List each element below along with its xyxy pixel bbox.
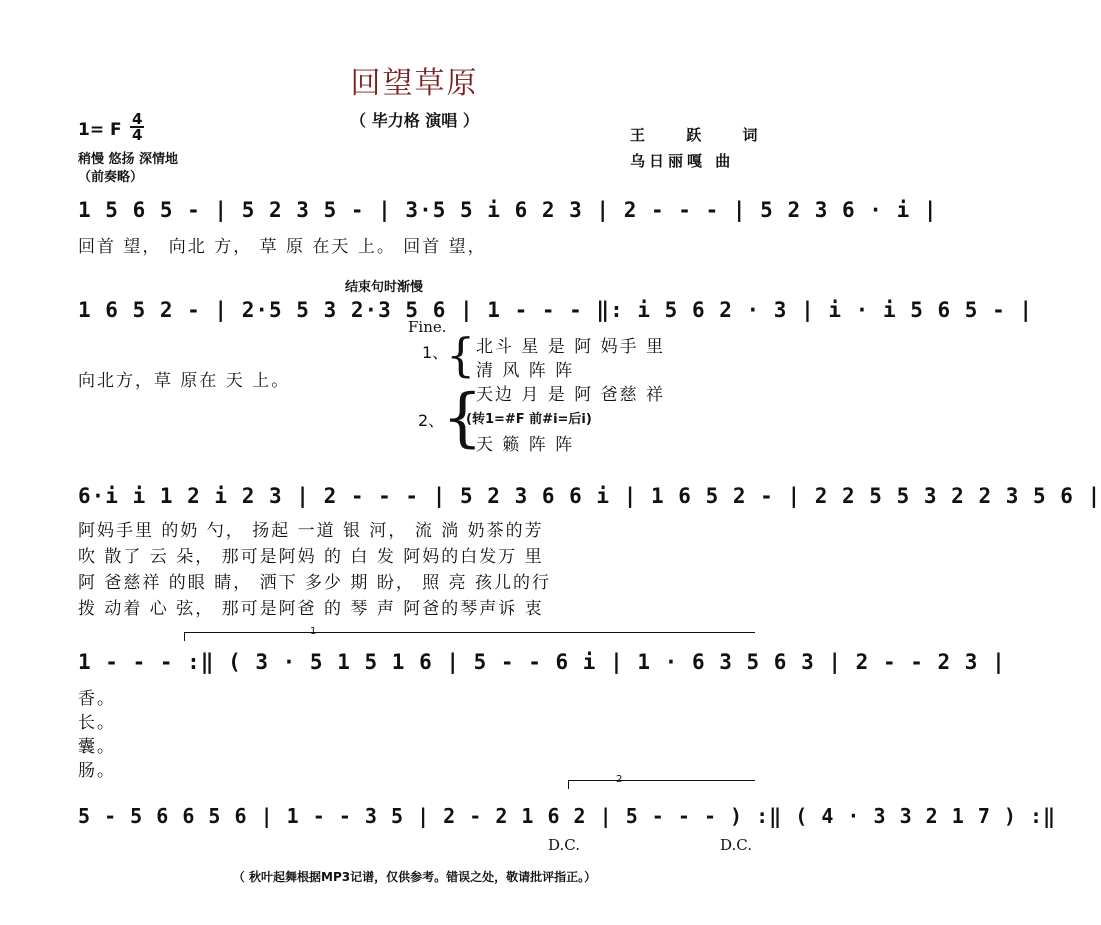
volta-2-label: 2 (616, 774, 623, 785)
prelude-note: （前奏略） (78, 170, 144, 185)
end-word-2: 长。 (78, 713, 116, 733)
verse-2-label: 2、 (418, 411, 445, 430)
lyrics-row-3-verse-4: 拨 动着 心 弦， 那可是阿爸 的 琴 声 阿爸的琴声诉 衷 (78, 599, 544, 619)
end-word-1: 香。 (78, 689, 116, 709)
tempo-marking: 稍慢 悠扬 深情地 (78, 152, 179, 167)
ending-instruction: 结束句时渐慢 (345, 280, 424, 295)
key-change-note: (转1=#F 前#i=后i) (466, 412, 592, 427)
lyrics-row-3-verse-3: 阿 爸慈祥 的眼 睛， 洒下 多少 期 盼， 照 亮 孩儿的行 (78, 573, 552, 593)
notation-row-4: 1 - - - :‖ ( 3 · 5 1 5 1 6 | 5 - - 6 i | 1 · 6 3 5 6 3 | 2 - - 2 3 | (78, 650, 1006, 674)
key-signature: 1= F (78, 120, 122, 140)
dc-marking-2: D.C. (720, 836, 752, 854)
verse-2-brace: { (442, 381, 483, 455)
verse-1-line-1: 北斗 星 是 阿 妈手 里 (476, 337, 666, 357)
dc-marking-1: D.C. (548, 836, 580, 854)
song-title: 回望草原 (350, 66, 479, 101)
notation-row-2: 1 6 5 2 - | 2·5 5 3 2·3 5 6 | 1 - - - ‖: i 5 6 2 · 3 | i · i 5 6 5 - | (78, 298, 1034, 322)
lyrics-row-3-verse-2: 吹 散了 云 朵， 那可是阿妈 的 白 发 阿妈的白发万 里 (78, 547, 544, 567)
time-signature: 4 4 (132, 110, 143, 144)
lyrics-row-1: 回首 望， 向北 方， 草 原 在天 上。 回首 望， (78, 237, 487, 257)
lyrics-row-3-verse-1: 阿妈手里 的奶 勺， 扬起 一道 银 河， 流 淌 奶茶的芳 (78, 521, 544, 541)
volta-bracket-1 (184, 632, 755, 641)
lyrics-row-2: 向北方，草 原在 天 上。 (78, 371, 291, 391)
verse-1-brace: { (446, 328, 476, 382)
notation-row-3: 6·i i 1 2 i 2 3 | 2 - - - | 5 2 3 6 6 i | 1 6 5 2 - | 2 2 5 5 3 2 2 3 5 6 | (78, 484, 1101, 508)
notation-row-5: 5 - 5 6 6 5 6 | 1 - - 3 5 | 2 - 2 1 6 2 | 5 - - - ) :‖ ( 4 · 3 3 2 1 7 ) :‖ (78, 804, 1057, 828)
end-word-4: 肠。 (78, 761, 116, 781)
lyricist: 王 跃 词 (630, 126, 776, 144)
volta-bracket-2 (568, 780, 755, 789)
volta-1-label: 1 (310, 626, 317, 637)
performer: （ 毕力格 演唱 ） (350, 111, 479, 130)
verse-2-line-2: 天 籁 阵 阵 (476, 435, 575, 455)
composer: 乌日丽嘎 曲 (630, 152, 735, 170)
verse-2-line-1: 天边 月 是 阿 爸慈 祥 (476, 385, 666, 405)
fine-marking: Fine. (408, 318, 447, 336)
verse-1-label: 1、 (422, 343, 449, 362)
end-word-3: 囊。 (78, 737, 116, 757)
notation-row-1: 1 5 6 5 - | 5 2 3 5 - | 3·5 5 i 6 2 3 | 2 - - - | 5 2 3 6 · i | (78, 198, 938, 222)
footnote: （ 秋叶起舞根据MP3记谱，仅供参考。错误之处，敬请批评指正。） (232, 870, 597, 884)
verse-1-line-2: 清 风 阵 阵 (476, 361, 575, 381)
